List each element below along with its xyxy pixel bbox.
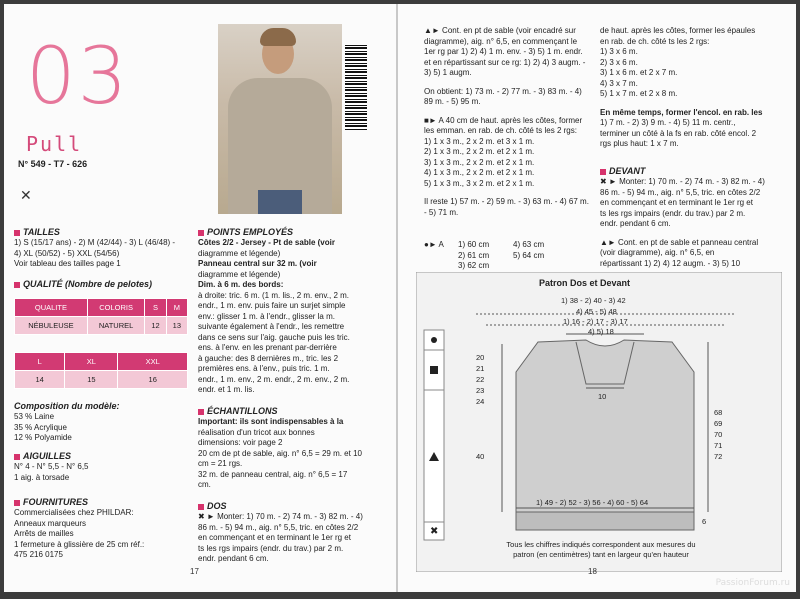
diagram-note: Tous les chiffres indiqués correspondent aux mesures du patron (en centimètres) tant en largeur qu'en hauteur xyxy=(506,540,696,559)
shoulder-heights: 1) 60 cm 4) 63 cm 2) 61 cm 5) 64 cm 3) 62 cm xyxy=(458,240,545,270)
right-page xyxy=(398,4,796,592)
rib-band xyxy=(516,512,694,530)
dos-text: ✖ ► Monter: 1) 70 m. - 2) 74 m. - 3) 82 m. - 4) 86 m. - 5) 94 m., aig. n° 5,5, tric. en côtes 2/2 en commençant et en terminant le 1er rg et ts les rgs impairs (endr. du trav.) par 2 m. endr. pendant 6 cm. xyxy=(198,512,363,563)
page-number-right: 18 xyxy=(588,567,597,576)
diagram-title: Patron Dos et Devant xyxy=(539,278,631,288)
composition-text: 53 % Laine 35 % Acrylique 12 % Polyamide xyxy=(14,412,72,442)
yarn-table-2: L XL XXL 14 15 16 xyxy=(14,352,188,389)
fournitures-heading: FOURNITURES xyxy=(14,497,88,507)
side-height: 40 xyxy=(476,452,485,461)
points-heading: POINTS EMPLOYÉS xyxy=(198,227,293,237)
square-marker-icon xyxy=(430,366,438,374)
shoulder-height-label: ●► A xyxy=(424,240,444,249)
echantillons-text: Important: ils sont indispensables à la réalisation d'un tricot aux bonnes dimensions: voir page 2 20 cm de pt de sable, aig. n° 6,5 = 29 m. et 10 cm = 21 rgs. 32 m. de panneau central, aig. n° 6,5 = 17 cm. xyxy=(198,417,362,489)
cross-marker-icon: ✖ xyxy=(430,526,439,537)
rib-height: 6 xyxy=(702,517,707,526)
armhole-depth-labels: 20 21 22 23 24 xyxy=(476,353,485,406)
model-photo xyxy=(218,24,342,214)
devant-heading: DEVANT xyxy=(600,166,645,176)
left-page xyxy=(4,4,396,592)
circle-marker-icon xyxy=(431,337,437,343)
dos-continued-text: ▲► Cont. en pt de sable (voir encadré sur diagramme), aig. n° 6,5, en commençant le 1er rg par 1) 2) 4) 1 m. env. - 3) 5) 1 m. endr. et en répartissant sur ce rg: 1) 2) 4) 3 augm. - 3) 5) 1 augm. On obtient: 1) 73 m. - 2) 77 m. - 3) 83 m. - 4) 89 m. - 5) 95 m. ■► A 40 cm de haut. après les côtes, former les emman. en rab. de ch. côté ts les 2 rgs: 1) 1 x 3 m., 2 x 2 m. et 3 x 1 m. 2) 1 x 3 m., 2 x 2 m. et 2 x 1 m. 3) 1 x 3 m., 2 x 2 m. et 2 x 1 m. 4) 1 x 3 m., 2 x 2 m. et 2 x 1 m. 5) 1 x 3 m., 3 x 2 m. et 2 x 1 m. Il reste 1) 57 m. - 2) 59 m. - 3) 63 m. - 4) 67 m. - 5) 71 m. xyxy=(424,26,589,217)
echantillons-heading: ÉCHANTILLONS xyxy=(198,406,278,416)
pattern-diagram xyxy=(416,272,782,572)
neck-depth: 10 xyxy=(598,392,607,401)
page-number-left: 17 xyxy=(190,567,199,576)
watermark: PassionForum.ru xyxy=(715,578,790,588)
composition-heading: Composition du modèle: xyxy=(14,401,120,411)
needles-icon: ✕ xyxy=(20,187,32,203)
fournitures-text: Commercialisées chez PHILDAR: Anneaux marqueurs Arrêts de mailles 1 fermeture à glissière de 25 cm réf.: 475 216 0175 xyxy=(14,508,145,559)
yarn-table-1: QUALITE COLORIS S M NÉBULEUSE NATUREL 12 13 xyxy=(14,298,188,335)
neck-width-1: 1) 38 - 2) 40 - 3) 42 xyxy=(561,296,626,305)
barcode xyxy=(345,44,367,130)
legend-strip xyxy=(424,330,444,540)
qualite-heading: QUALITÉ (Nombre de pelotes) xyxy=(14,279,152,289)
neck-width-4: 4) 5) 18 xyxy=(588,327,614,336)
neck-width-3: 1) 16 - 2) 17 - 3) 17 xyxy=(563,317,628,326)
pattern-title: Pull xyxy=(26,132,83,156)
total-height-labels: 68 69 70 71 72 xyxy=(714,408,723,461)
body-shape xyxy=(516,340,694,512)
tailles-text: 1) S (15/17 ans) - 2) M (42/44) - 3) L (46/48) - 4) XL (50/52) - 5) XXL (54/56) Voir tableau des tailles page 1 xyxy=(14,238,176,268)
points-text: Côtes 2/2 - Jersey - Pt de sable (voir diagramme et légende) Panneau central sur 32 m. (voir diagramme et légende) Dim. à 6 m. des bords: à droite: tric. 6 m. (1 m. lis., 2 m. env., 2 m. endr., 1 m. env. puis faire un surjet simple env.: glisser 1 m. à l'endr., glisser la m. suivante également à l'endr., les remettre dans ce sens sur l'aig. gauche puis les tric. ens. à l'env. en les prenant par-derrière à gauche: des 8 dernières m., tric. les 2 premières ens. à l'env., puis tric. 1 m. endr., 1 m. env., 2 m. endr., 2 m. env., 2 m. endr. et 1 m. lis. xyxy=(198,238,350,394)
shoulders-text: de haut. après les côtes, former les épaules en rab. de ch. côté ts les 2 rgs: 1) 3 x 6 m. 2) 3 x 6 m. 3) 1 x 6 m. et 2 x 7 m. 4) 3 x 7 m. 5) 1 x 7 m. et 2 x 8 m. En même temps, former l'encol. en rab. les 1) 7 m. - 2) 3) 9 m. - 4) 5) 11 m. centr., terminer un côté à la fs en rab. côté encol. 2 rgs plus haut: 1 x 7 m. xyxy=(600,26,763,148)
neck-width-2: 4) 45 - 5) 48 xyxy=(576,307,617,316)
tailles-heading: TAILLES xyxy=(14,227,60,237)
pattern-reference: N° 549 - T7 - 626 xyxy=(18,159,88,169)
dos-heading: DOS xyxy=(198,501,227,511)
aiguilles-heading: AIGUILLES xyxy=(14,451,71,461)
pattern-number: 03 xyxy=(26,32,130,122)
width-labels: 1) 49 - 2) 52 - 3) 56 - 4) 60 - 5) 64 xyxy=(536,498,649,507)
devant-text: ✖ ► Monter: 1) 70 m. - 2) 74 m. - 3) 82 m. - 4) 86 m. - 5) 94 m., aig. n° 5,5, tric. en côtes 2/2 en commençant et en terminant le 1er rg et ts les rgs impairs (endr. du trav.) par 2 m. endr. pendant 6 cm. ▲► Cont. en pt de sable et panneau central (voir diagramme), aig. n° 6,5, en répartissant 1) 2) 4) 12 augm. - 3) 5) 10 xyxy=(600,177,765,268)
aiguilles-text: N° 4 - N° 5,5 - N° 6,5 1 aig. à torsade xyxy=(14,462,89,482)
